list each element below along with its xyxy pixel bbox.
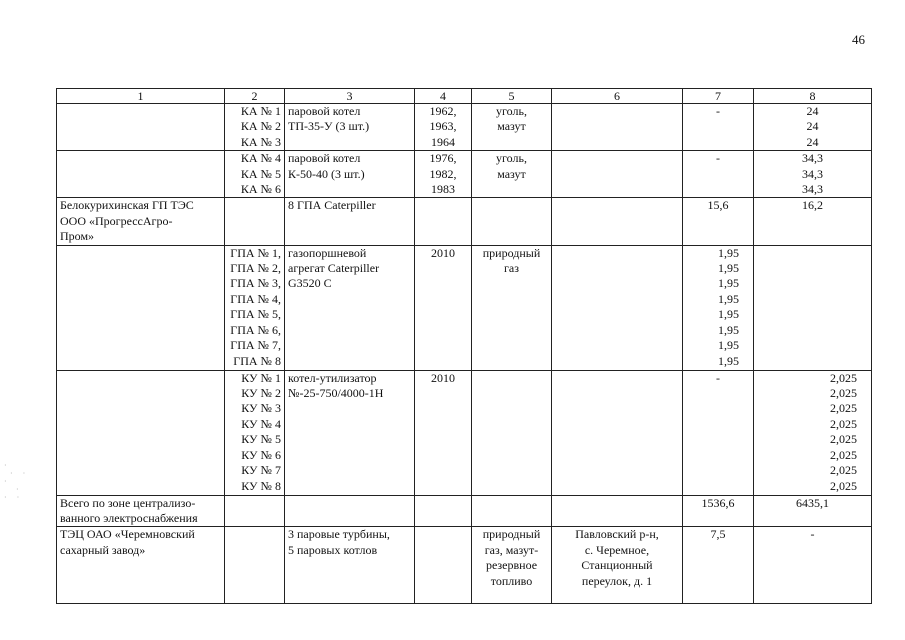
header-cell-5: 5 bbox=[472, 89, 552, 104]
year-cell bbox=[415, 527, 472, 604]
header-cell-3: 3 bbox=[285, 89, 415, 104]
header-cell-4: 4 bbox=[415, 89, 472, 104]
address-cell bbox=[552, 104, 683, 151]
station-cell bbox=[57, 245, 225, 370]
electric-power-cell: 1,95 1,95 1,95 1,95 1,95 1,95 1,95 1,95 bbox=[683, 245, 754, 370]
equipment-cell: 3 паровые турбины, 5 паровых котлов bbox=[285, 527, 415, 604]
address-cell bbox=[552, 370, 683, 495]
thermal-power-cell: 6435,1 bbox=[754, 495, 872, 527]
address-cell bbox=[552, 198, 683, 245]
electric-power-cell: 15,6 bbox=[683, 198, 754, 245]
thermal-power-cell: 34,3 34,3 34,3 bbox=[754, 151, 872, 198]
header-cell-2: 2 bbox=[225, 89, 285, 104]
table-row bbox=[57, 198, 872, 245]
unit-id-cell: КА № 1 КА № 2 КА № 3 bbox=[225, 104, 285, 151]
station-cell bbox=[57, 151, 225, 198]
equipment-cell: паровой котел ТП-35-У (3 шт.) bbox=[285, 104, 415, 151]
header-cell-7: 7 bbox=[683, 89, 754, 104]
station-cell bbox=[57, 370, 225, 495]
unit-id-cell bbox=[225, 527, 285, 604]
year-cell: 2010 bbox=[415, 245, 472, 370]
thermal-power-cell bbox=[754, 245, 872, 370]
table-row bbox=[57, 104, 872, 151]
station-cell: Всего по зоне централизо- ванного электроснабжения bbox=[57, 495, 225, 527]
unit-id-cell: ГПА № 1, ГПА № 2, ГПА № 3, ГПА № 4, ГПА № 5, ГПА № 6, ГПА № 7, ГПА № 8 bbox=[225, 245, 285, 370]
thermal-power-cell: 16,2 bbox=[754, 198, 872, 245]
station-cell: ТЭЦ ОАО «Черемновский сахарный завод» bbox=[57, 527, 225, 604]
equipment-table bbox=[56, 88, 872, 604]
thermal-power-cell: 2,025 2,025 2,025 2,025 2,025 2,025 2,025 2,025 bbox=[754, 370, 872, 495]
year-cell: 1976, 1982, 1983 bbox=[415, 151, 472, 198]
unit-id-cell bbox=[225, 495, 285, 527]
table-row bbox=[57, 527, 872, 604]
header-row bbox=[57, 89, 872, 104]
fuel-cell: природный газ, мазут- резервное топливо bbox=[472, 527, 552, 604]
fuel-cell bbox=[472, 198, 552, 245]
equipment-cell: котел-утилизатор №-25-750/4000-1Н bbox=[285, 370, 415, 495]
equipment-cell: газопоршневой агрегат Caterpiller G3520 C bbox=[285, 245, 415, 370]
thermal-power-cell: 24 24 24 bbox=[754, 104, 872, 151]
page-number: 46 bbox=[852, 32, 865, 47]
electric-power-cell: - bbox=[683, 151, 754, 198]
fuel-cell bbox=[472, 370, 552, 495]
electric-power-cell: - bbox=[683, 104, 754, 151]
thermal-power-cell: - bbox=[754, 527, 872, 604]
address-cell bbox=[552, 245, 683, 370]
electric-power-cell: 7,5 bbox=[683, 527, 754, 604]
table-row bbox=[57, 245, 872, 370]
electric-power-cell: 1536,6 bbox=[683, 495, 754, 527]
fuel-cell: уголь, мазут bbox=[472, 151, 552, 198]
address-cell: Павловский р-н, с. Черемное, Станционный переулок, д. 1 bbox=[552, 527, 683, 604]
year-cell bbox=[415, 198, 472, 245]
station-cell bbox=[57, 104, 225, 151]
year-cell: 1962, 1963, 1964 bbox=[415, 104, 472, 151]
table-row bbox=[57, 495, 872, 527]
equipment-cell: паровой котел К-50-40 (3 шт.) bbox=[285, 151, 415, 198]
address-cell bbox=[552, 151, 683, 198]
fuel-cell: уголь, мазут bbox=[472, 104, 552, 151]
equipment-cell: 8 ГПА Caterpiller bbox=[285, 198, 415, 245]
station-cell: Белокурихинская ГП ТЭС ООО «ПрогрессАгро- Пром» bbox=[57, 198, 225, 245]
header-cell-6: 6 bbox=[552, 89, 683, 104]
fuel-cell: природный газ bbox=[472, 245, 552, 370]
fuel-cell bbox=[472, 495, 552, 527]
unit-id-cell bbox=[225, 198, 285, 245]
address-cell bbox=[552, 495, 683, 527]
unit-id-cell: КА № 4 КА № 5 КА № 6 bbox=[225, 151, 285, 198]
unit-id-cell: КУ № 1 КУ № 2 КУ № 3 КУ № 4 КУ № 5 КУ № 6 КУ № 7 КУ № 8 bbox=[225, 370, 285, 495]
year-cell bbox=[415, 495, 472, 527]
table-row bbox=[57, 370, 872, 495]
electric-power-cell: - bbox=[683, 370, 754, 495]
header-cell-1: 1 bbox=[57, 89, 225, 104]
equipment-cell bbox=[285, 495, 415, 527]
scan-specks: · · · · · · · bbox=[4, 461, 30, 502]
table-row bbox=[57, 151, 872, 198]
year-cell: 2010 bbox=[415, 370, 472, 495]
header-cell-8: 8 bbox=[754, 89, 872, 104]
